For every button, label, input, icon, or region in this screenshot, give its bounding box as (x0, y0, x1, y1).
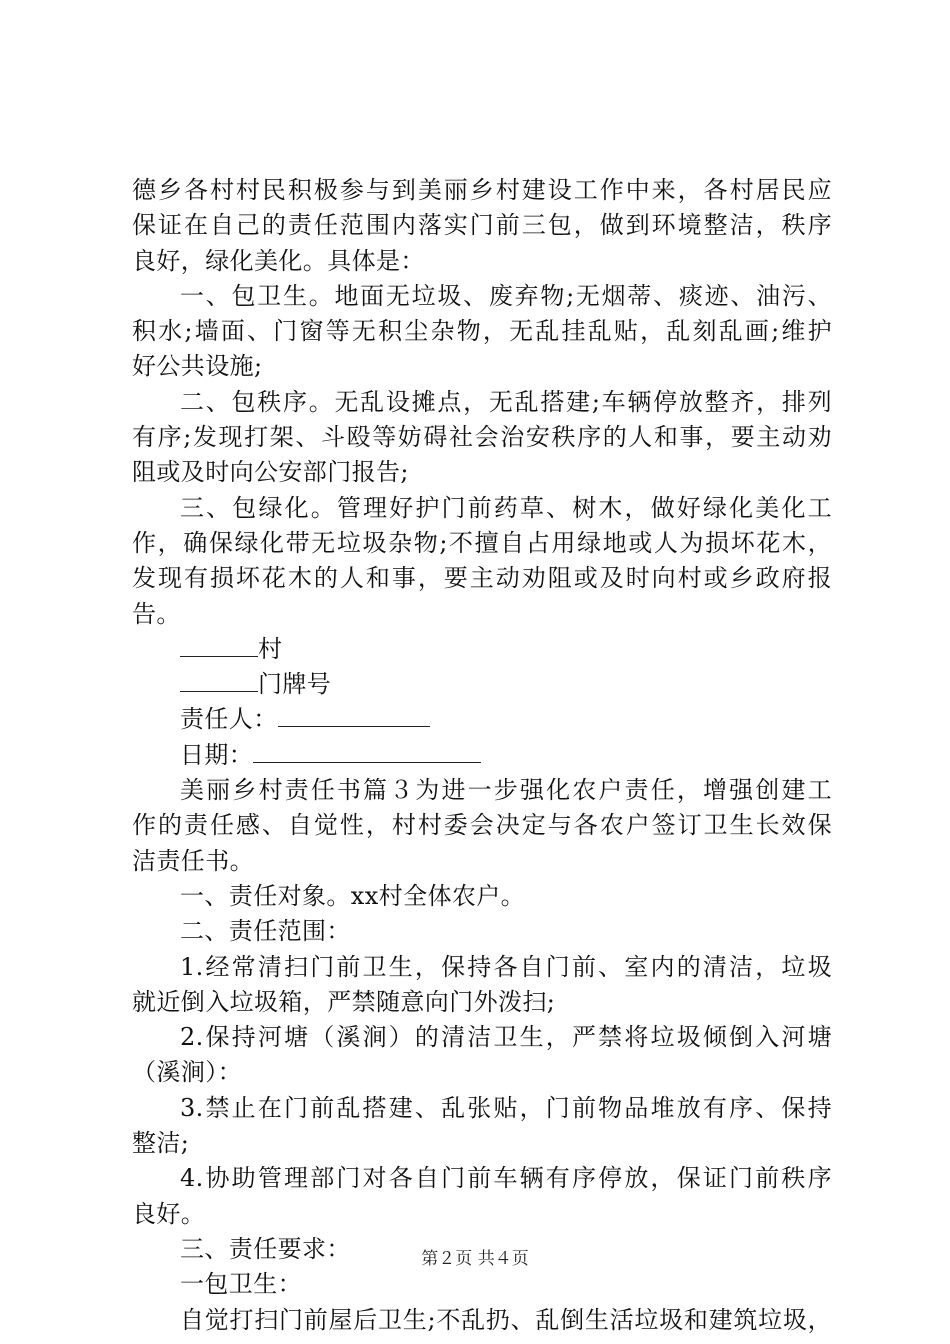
door-number-field (132, 667, 832, 702)
paragraph-line: 良好。 (132, 1199, 206, 1228)
paragraph-line: 二、包秩序。无乱设摊点，无乱搭建;车辆停放整齐，排列 (180, 387, 832, 416)
responsible-field (132, 702, 832, 737)
responsible-label: 责任人： (180, 705, 278, 734)
page-number-footer: 第２页 共４页 (421, 1249, 529, 1269)
paragraph-line: 三、包绿化。管理好护门前药草、树木，做好绿化美化工 (180, 493, 832, 522)
paragraph-line: 三、责任要求： (180, 1234, 351, 1263)
paragraph-line: 阻或及时向公安部门报告; (132, 458, 409, 487)
paragraph-line: 好公共设施; (132, 352, 263, 381)
village-field (132, 632, 832, 667)
paragraph-line: 就近倒入垃圾箱，严禁随意向门外泼扫; (132, 987, 556, 1016)
paragraph-line: 一、包卫生。地面无垃圾、废弃物;无烟蒂、痰迹、油污、 (180, 281, 832, 310)
door-number-label: 门牌号 (258, 670, 332, 699)
paragraph-line: 1.经常清扫门前卫生，保持各自门前、室内的清洁，垃圾 (180, 952, 832, 981)
paragraph-line: 有序;发现打架、斗殴等妨碍社会治安秩序的人和事，要主动劝 (132, 423, 832, 452)
village-blank[interactable] (180, 634, 258, 657)
paragraph-line: 洁责任书。 (132, 846, 254, 875)
paragraph-line: 一包卫生： (180, 1270, 302, 1299)
document-body (132, 173, 832, 1338)
paragraph-line: 2.保持河塘（溪涧）的清洁卫生，严禁将垃圾倾倒入河塘 (180, 1023, 832, 1052)
paragraph-line: 德乡各村村民积极参与到美丽乡村建设工作中来，各村居民应 (132, 176, 832, 204)
paragraph-line: 良好，绿化美化。具体是： (132, 246, 425, 275)
door-number-blank[interactable] (180, 669, 258, 692)
paragraph-line: 二、责任范围： (180, 917, 351, 946)
paragraph-line: 告。 (132, 599, 181, 628)
date-blank[interactable] (253, 740, 481, 763)
paragraph-line: 发现有损坏花木的人和事，要主动劝阻或及时向村或乡政府报 (132, 564, 832, 593)
responsible-blank[interactable] (278, 704, 430, 727)
date-label: 日期： (180, 740, 254, 769)
paragraph-line: 作，确保绿化带无垃圾杂物;不擅自占用绿地或人为损坏花木， (132, 528, 832, 557)
village-label: 村 (258, 634, 283, 663)
paragraph-line: 整洁; (132, 1129, 190, 1158)
paragraph-line: 作的责任感、自觉性，村村委会决定与各农户签订卫生长效保 (132, 811, 832, 840)
paragraph-line: 自觉打扫门前屋后卫生;不乱扔、乱倒生活垃圾和建筑垃圾， (180, 1305, 832, 1334)
paragraph-line: 积水;墙面、门窗等无积尘杂物，无乱挂乱贴，乱刻乱画;维护 (132, 317, 832, 346)
date-field (132, 738, 832, 773)
paragraph-line: 4.协助管理部门对各自门前车辆有序停放，保证门前秩序 (180, 1164, 832, 1193)
paragraph-line: 3.禁止在门前乱搭建、乱张贴，门前物品堆放有序、保持 (180, 1093, 832, 1122)
paragraph-line: （溪涧）： (132, 1058, 242, 1087)
paragraph-line: 一、责任对象。xx村全体农户。 (180, 881, 526, 910)
paragraph-line: 保证在自己的责任范围内落实门前三包，做到环境整洁，秩序 (132, 211, 832, 240)
paragraph-line: 美丽乡村责任书篇３为进一步强化农户责任，增强创建工 (180, 776, 832, 805)
